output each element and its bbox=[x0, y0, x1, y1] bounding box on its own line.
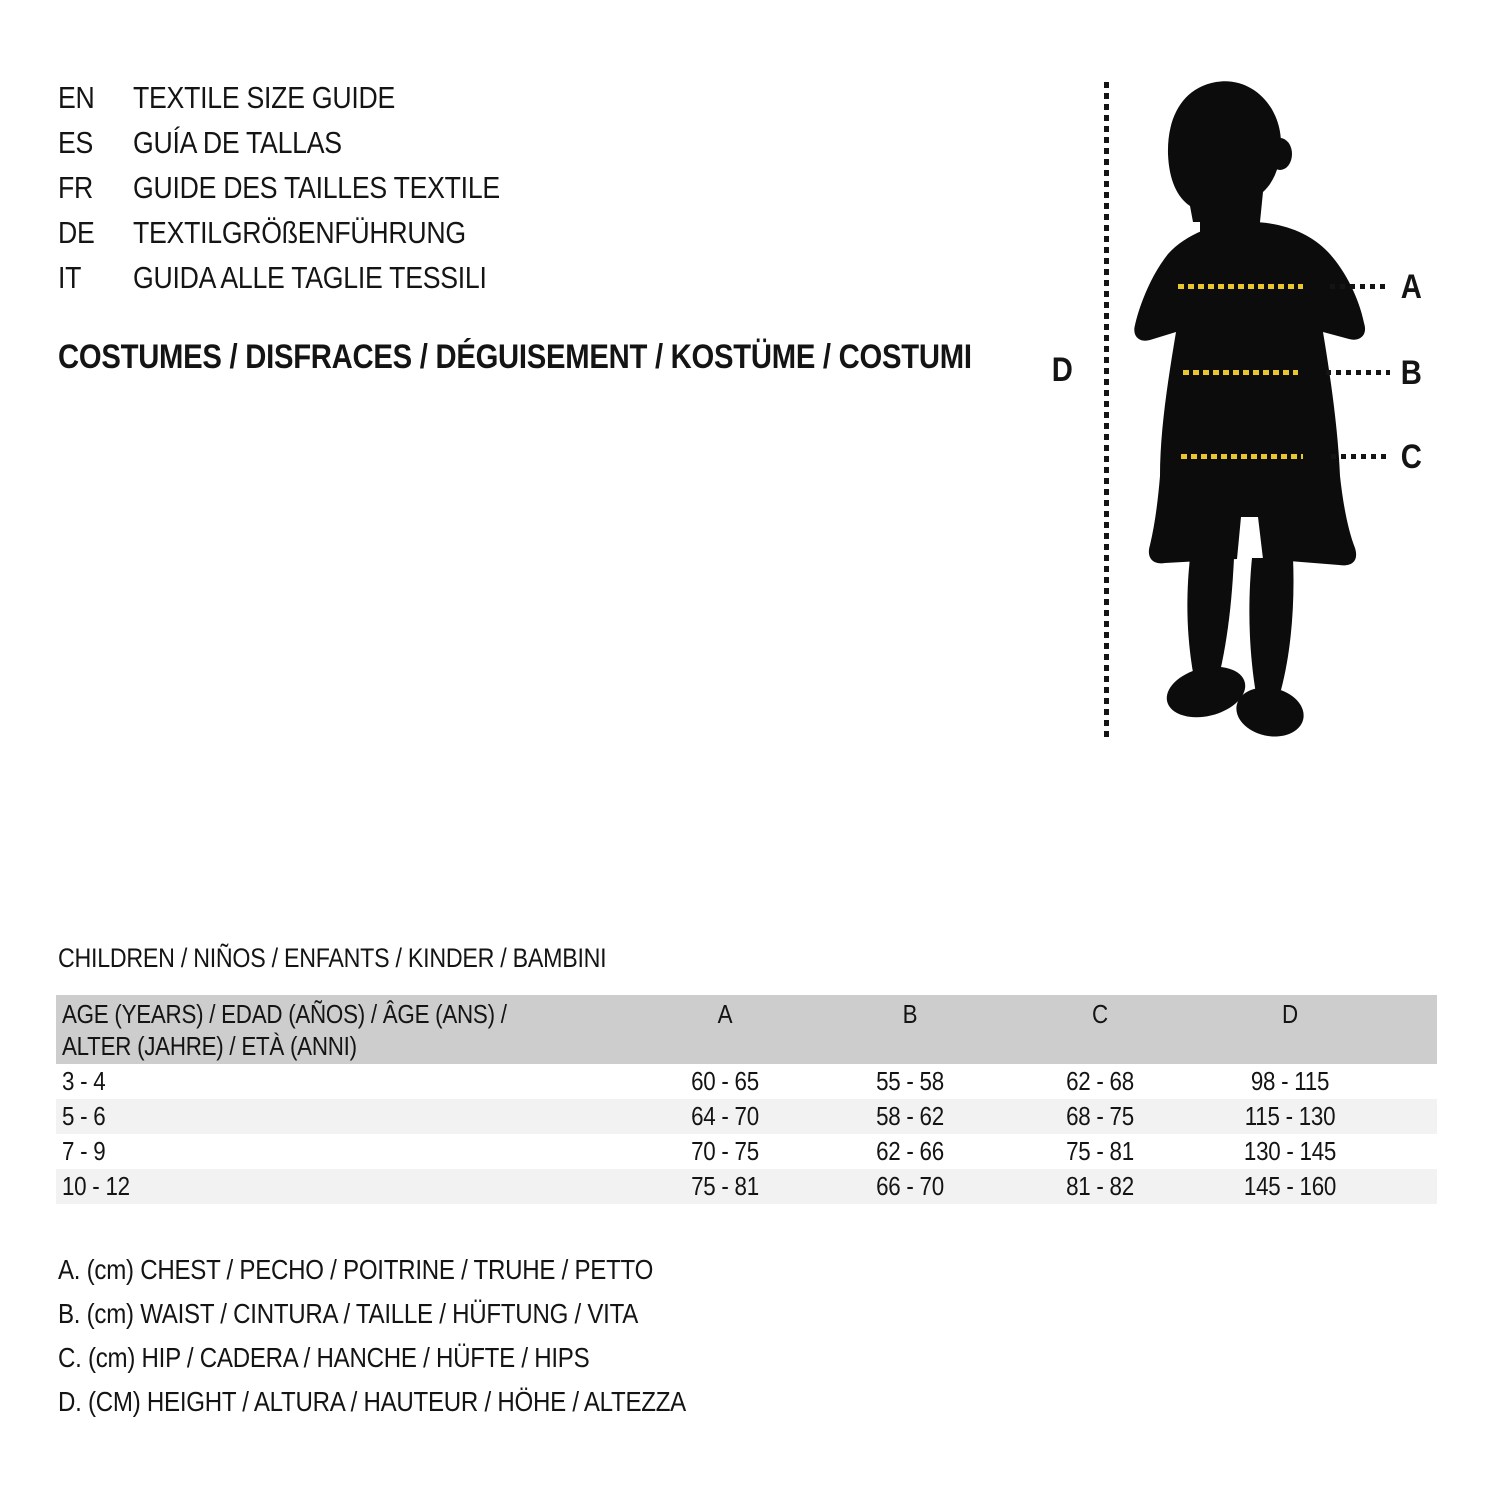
measure-label-d: D bbox=[1051, 351, 1073, 389]
waist-cell: 58 - 62 bbox=[876, 1101, 944, 1131]
language-list bbox=[58, 75, 560, 300]
column-header-b: B bbox=[902, 999, 918, 1029]
measure-label-b: B bbox=[1400, 354, 1422, 392]
table-row bbox=[56, 1064, 1437, 1099]
language-title: TEXTILE SIZE GUIDE bbox=[133, 80, 396, 115]
height-cell: 98 - 115 bbox=[1250, 1066, 1330, 1096]
language-row-it bbox=[58, 255, 560, 300]
height-cell: 115 - 130 bbox=[1244, 1101, 1336, 1131]
waist-connector-line bbox=[1326, 370, 1390, 375]
silhouette-left-leg bbox=[1187, 558, 1234, 678]
child-silhouette bbox=[1130, 80, 1370, 742]
height-dotted-line bbox=[1104, 82, 1109, 742]
column-header-d: D bbox=[1282, 999, 1298, 1029]
height-cell: 130 - 145 bbox=[1243, 1136, 1337, 1166]
legend-chest: A. (cm) CHEST / PECHO / POITRINE / TRUHE / PETTO bbox=[58, 1254, 654, 1285]
chest-measure-line bbox=[1178, 284, 1303, 289]
measurement-legend bbox=[58, 1248, 788, 1424]
height-cell: 145 - 160 bbox=[1243, 1171, 1337, 1201]
silhouette-hair bbox=[1268, 138, 1292, 170]
chest-cell: 60 - 65 bbox=[691, 1066, 759, 1096]
waist-measure-line bbox=[1183, 370, 1298, 375]
chest-cell: 75 - 81 bbox=[691, 1171, 759, 1201]
chest-cell: 70 - 75 bbox=[691, 1136, 759, 1166]
age-cell: 10 - 12 bbox=[62, 1171, 130, 1201]
language-row-es bbox=[58, 120, 560, 165]
table-row bbox=[56, 1169, 1437, 1204]
language-row-de bbox=[58, 210, 560, 255]
column-header-a: A bbox=[717, 999, 733, 1029]
hip-connector-line bbox=[1331, 454, 1391, 459]
language-title: TEXTILGRÖßENFÜHRUNG bbox=[133, 215, 466, 250]
measure-label-c: C bbox=[1400, 438, 1422, 476]
waist-cell: 66 - 70 bbox=[876, 1171, 944, 1201]
hip-cell: 68 - 75 bbox=[1066, 1101, 1134, 1131]
legend-height: D. (CM) HEIGHT / ALTURA / HAUTEUR / HÖHE / ALTEZZA bbox=[58, 1386, 686, 1417]
hip-cell: 81 - 82 bbox=[1066, 1171, 1134, 1201]
language-code: ES bbox=[58, 125, 94, 160]
category-title: COSTUMES / DISFRACES / DÉGUISEMENT / KOSTÜME / COSTUMI bbox=[58, 338, 972, 376]
silhouette-shirt bbox=[1134, 222, 1365, 476]
section-title-children: CHILDREN / NIÑOS / ENFANTS / KINDER / BAMBINI bbox=[58, 943, 607, 973]
table-row bbox=[56, 1099, 1437, 1134]
size-table bbox=[56, 995, 1437, 1204]
age-cell: 3 - 4 bbox=[62, 1066, 106, 1096]
legend-waist: B. (cm) WAIST / CINTURA / TAILLE / HÜFTUNG / VITA bbox=[58, 1298, 639, 1329]
silhouette-left-shoe bbox=[1161, 659, 1250, 725]
age-cell: 7 - 9 bbox=[62, 1136, 106, 1166]
age-column-header: AGE (YEARS) / EDAD (AÑOS) / ÂGE (ANS) / ALTER (JAHRE) / ETÀ (ANNI) bbox=[62, 999, 507, 1061]
language-code: DE bbox=[58, 215, 95, 250]
silhouette-shorts bbox=[1149, 476, 1356, 565]
hip-cell: 62 - 68 bbox=[1066, 1066, 1134, 1096]
language-title: GUIDA ALLE TAGLIE TESSILI bbox=[133, 260, 487, 295]
language-code: EN bbox=[58, 80, 95, 115]
silhouette-right-leg bbox=[1249, 558, 1293, 694]
language-title: GUIDE DES TAILLES TEXTILE bbox=[133, 170, 500, 205]
table-row bbox=[56, 1134, 1437, 1169]
language-code: FR bbox=[58, 170, 94, 205]
waist-cell: 55 - 58 bbox=[876, 1066, 944, 1096]
language-code: IT bbox=[58, 260, 82, 295]
chest-cell: 64 - 70 bbox=[691, 1101, 759, 1131]
column-header-c: C bbox=[1092, 999, 1108, 1029]
size-table-header bbox=[56, 995, 1437, 1064]
measure-label-a: A bbox=[1400, 268, 1422, 306]
hip-measure-line bbox=[1181, 454, 1303, 459]
chest-connector-line bbox=[1330, 284, 1390, 289]
hip-cell: 75 - 81 bbox=[1066, 1136, 1134, 1166]
age-cell: 5 - 6 bbox=[62, 1101, 106, 1131]
waist-cell: 62 - 66 bbox=[876, 1136, 944, 1166]
language-title: GUÍA DE TALLAS bbox=[133, 125, 342, 160]
legend-hip: C. (cm) HIP / CADERA / HANCHE / HÜFTE / HIPS bbox=[58, 1342, 590, 1373]
language-row-fr bbox=[58, 165, 560, 210]
language-row-en bbox=[58, 75, 560, 120]
